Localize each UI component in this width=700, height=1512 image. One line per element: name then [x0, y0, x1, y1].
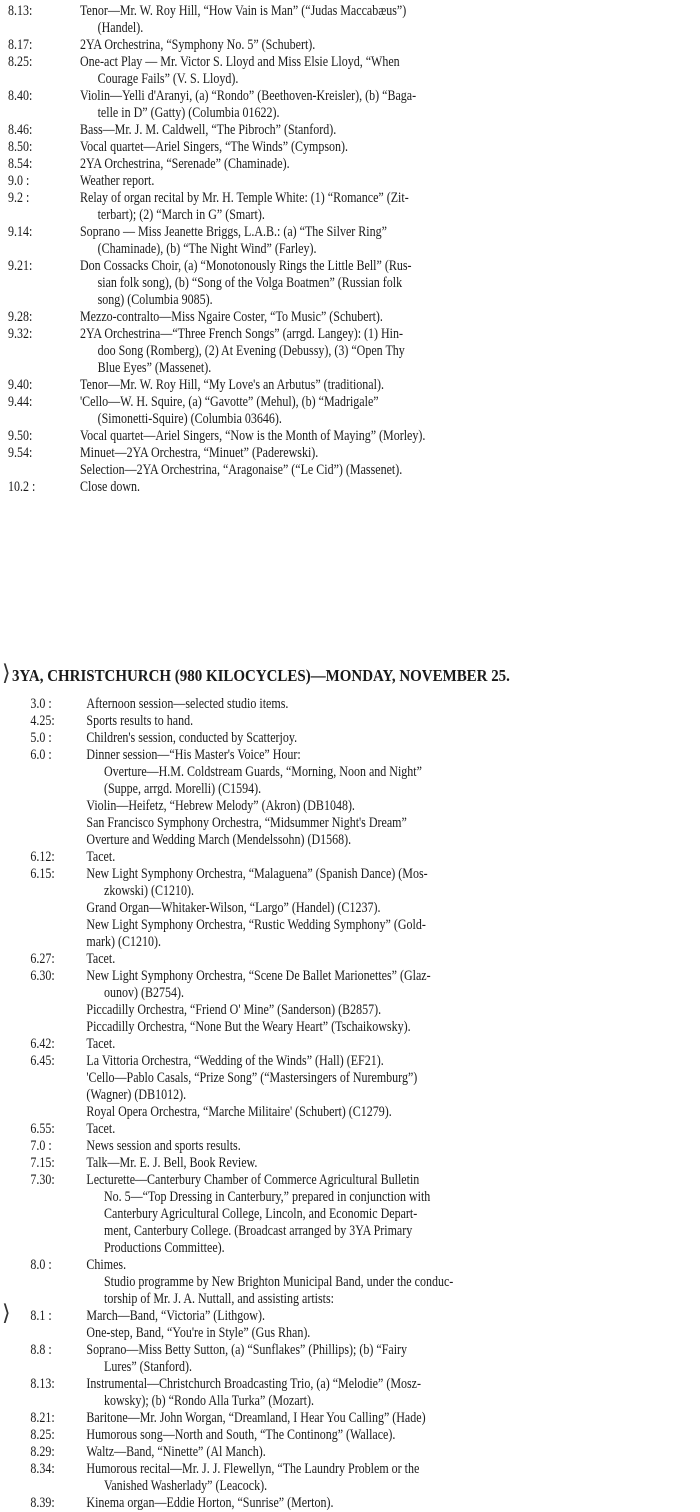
entry-text-line: Minuet—2YA Orchestra, “Minuet” (Paderewski).	[80, 445, 319, 461]
programme-entry	[0, 968, 700, 1002]
entry-time: 7.30:	[30, 1172, 55, 1188]
programme-entry	[0, 1427, 700, 1444]
entry-text-line: Lecturette—Canterbury Chamber of Commerce Agricultural Bulletin	[86, 1172, 420, 1188]
entry-text-line: Courage Fails” (V. S. Lloyd).	[97, 71, 239, 87]
programme-entry	[0, 224, 700, 258]
entry-text-line: News session and sports results.	[86, 1138, 241, 1154]
entry-time: 6.55:	[30, 1121, 55, 1137]
entry-time: 9.14:	[8, 224, 33, 240]
programme-entry	[0, 849, 700, 866]
entry-text-line: San Francisco Symphony Orchestra, “Midsummer Night's Dream”	[86, 815, 407, 831]
programme-entry	[0, 951, 700, 968]
entry-text-line: Children's session, conducted by Scatterjoy.	[86, 730, 298, 746]
entry-time: 8.54:	[8, 156, 33, 172]
programme-entry	[0, 1121, 700, 1138]
entry-time: 4.25:	[30, 713, 55, 729]
entry-time: 6.42:	[30, 1036, 55, 1052]
entry-time: 9.32:	[8, 326, 33, 342]
entry-time: 9.54:	[8, 445, 33, 461]
programme-entry	[0, 747, 700, 798]
entry-text-line: Tenor—Mr. W. Roy Hill, “My Love's an Arbutus” (traditional).	[80, 377, 384, 393]
entry-time: 8.13:	[30, 1376, 55, 1392]
entry-text-line: torship of Mr. J. A. Nuttall, and assisting artists:	[104, 1291, 334, 1307]
programme-entry	[0, 1138, 700, 1155]
programme-entry	[0, 462, 700, 479]
entry-text-line: (Handel).	[97, 20, 144, 36]
entry-time: 8.25:	[8, 54, 33, 70]
programme-entry	[0, 1070, 700, 1104]
entry-text-line: Vanished Washerlady” (Leacock).	[104, 1478, 268, 1494]
programme-entry	[0, 1019, 700, 1036]
entry-text-line: Violin—Yelli d'Aranyi, (a) “Rondo” (Beethoven-Kreisler), (b) “Baga-	[80, 88, 417, 104]
programme-entry	[0, 730, 700, 747]
programme-entry	[0, 815, 700, 849]
programme-entry	[0, 122, 700, 139]
programme-entry	[0, 696, 700, 713]
entry-text-line: Royal Opera Orchestra, “Marche Militaire' (Schubert) (C1279).	[86, 1104, 392, 1120]
entry-text-line: 2YA Orchestrina, “Symphony No. 5” (Schubert).	[80, 37, 316, 53]
entry-time: 8.1 :	[30, 1308, 52, 1324]
entry-time: 8.25:	[30, 1427, 55, 1443]
entry-text-line: Tacet.	[86, 951, 116, 967]
entry-text-line: ment, Canterbury College. (Broadcast arranged by 3YA Primary	[104, 1223, 413, 1239]
entry-text-line: telle in D” (Gatty) (Columbia 01622).	[97, 105, 280, 121]
programme-entry	[0, 798, 700, 815]
entry-text-line: Lures” (Stanford).	[104, 1359, 192, 1375]
programme-entry	[0, 1342, 700, 1376]
programme-entry	[0, 1461, 700, 1495]
programme-entry	[0, 88, 700, 122]
programme-section-christchurch	[0, 696, 700, 1512]
programme-entry	[0, 1036, 700, 1053]
entry-text-line: Humorous recital—Mr. J. J. Flewellyn, “The Laundry Problem or the	[86, 1461, 420, 1477]
entry-text-line: ounov) (B2754).	[104, 985, 184, 1001]
entry-text-line: New Light Symphony Orchestra, “Scene De Ballet Marionettes” (Glaz-	[86, 968, 431, 984]
entry-time: 6.30:	[30, 968, 55, 984]
programme-section-wellington	[0, 3, 700, 496]
programme-entry	[0, 190, 700, 224]
entry-text-line: terbart); (2) “March in G” (Smart).	[97, 207, 265, 223]
programme-entry	[0, 917, 700, 951]
programme-entry	[0, 1104, 700, 1121]
entry-text-line: Don Cossacks Choir, (a) “Monotonously Rings the Little Bell” (Rus-	[80, 258, 412, 274]
programme-entry	[0, 479, 700, 496]
entry-text-line: Kinema organ—Eddie Horton, “Sunrise” (Merton).	[86, 1495, 334, 1511]
entry-text-line: Dinner session—“His Master's Voice” Hour:	[86, 747, 301, 763]
entry-text-line: Soprano — Miss Jeanette Briggs, L.A.B.: (a) “The Silver Ring”	[80, 224, 387, 240]
entry-time: 9.40:	[8, 377, 33, 393]
entry-text-line: doo Song (Romberg), (2) At Evening (Debussy), (3) “Open Thy	[97, 343, 405, 359]
entry-text-line: Waltz—Band, “Ninette” (Al Manch).	[86, 1444, 266, 1460]
entry-time: 6.45:	[30, 1053, 55, 1069]
entry-text-line: Violin—Heifetz, “Hebrew Melody” (Akron) (DB1048).	[86, 798, 355, 814]
margin-mark: ⟩	[2, 660, 11, 685]
entry-time: 8.39:	[30, 1495, 55, 1511]
entry-text-line: One-act Play — Mr. Victor S. Lloyd and Miss Elsie Lloyd, “When	[80, 54, 400, 70]
programme-entry	[0, 1155, 700, 1172]
programme-entry	[0, 428, 700, 445]
entry-time: 9.2 :	[8, 190, 30, 206]
programme-entry	[0, 713, 700, 730]
margin-mark: ⟩	[2, 1300, 11, 1325]
programme-entry	[0, 900, 700, 917]
entry-text-line: Tacet.	[86, 1036, 116, 1052]
entry-text-line: Studio programme by New Brighton Municipal Band, under the conduc-	[104, 1274, 454, 1290]
programme-entry	[0, 1257, 700, 1308]
entry-text-line: Grand Organ—Whitaker-Wilson, “Largo” (Handel) (C1237).	[86, 900, 381, 916]
entry-text-line: Vocal quartet—Ariel Singers, “Now is the Month of Maying” (Morley).	[80, 428, 426, 444]
entry-text-line: Chimes.	[86, 1257, 127, 1273]
entry-time: 8.46:	[8, 122, 33, 138]
programme-entry	[0, 1172, 700, 1257]
entry-text-line: Mezzo-contralto—Miss Ngaire Coster, “To Music” (Schubert).	[80, 309, 383, 325]
entry-text-line: Tenor—Mr. W. Roy Hill, “How Vain is Man” (“Judas Maccabæus”)	[80, 3, 407, 19]
entry-time: 8.21:	[30, 1410, 55, 1426]
entry-time: 7.0 :	[30, 1138, 52, 1154]
entry-text-line: Productions Committee).	[104, 1240, 225, 1256]
programme-entry	[0, 394, 700, 428]
entry-text-line: Tacet.	[86, 849, 116, 865]
entry-text-line: (Suppe, arrgd. Morelli) (C1594).	[104, 781, 262, 797]
entry-text-line: song) (Columbia 9085).	[97, 292, 213, 308]
entry-text-line: La Vittoria Orchestra, “Wedding of the Winds” (Hall) (EF21).	[86, 1053, 384, 1069]
entry-text-line: Weather report.	[80, 173, 155, 189]
entry-time: 5.0 :	[30, 730, 52, 746]
programme-entry	[0, 139, 700, 156]
programme-entry	[0, 1308, 700, 1325]
programme-entry	[0, 377, 700, 394]
entry-time: 8.29:	[30, 1444, 55, 1460]
entry-text-line: Piccadilly Orchestra, “None But the Weary Heart” (Tschaikowsky).	[86, 1019, 411, 1035]
entry-time: 9.0 :	[8, 173, 30, 189]
entry-text-line: New Light Symphony Orchestra, “Rustic Wedding Symphony” (Gold-	[86, 917, 426, 933]
entry-time: 8.34:	[30, 1461, 55, 1477]
programme-entry	[0, 156, 700, 173]
entry-time: 3.0 :	[30, 696, 52, 712]
entry-time: 8.8 :	[30, 1342, 52, 1358]
entry-text-line: kowsky); (b) “Rondo Alla Turka” (Mozart).	[104, 1393, 314, 1409]
entry-text-line: No. 5—“Top Dressing in Canterbury,” prepared in conjunction with	[104, 1189, 431, 1205]
programme-entry	[0, 309, 700, 326]
entry-text-line: sian folk song), (b) “Song of the Volga Boatmen” (Russian folk	[97, 275, 403, 291]
entry-text-line: 'Cello—Pablo Casals, “Prize Song” (“Mastersingers of Nuremburg”)	[86, 1070, 418, 1086]
entry-text-line: (Simonetti-Squire) (Columbia 03646).	[97, 411, 282, 427]
entry-text-line: Afternoon session—selected studio items.	[86, 696, 289, 712]
entry-text-line: Overture and Wedding March (Mendelssohn) (D1568).	[86, 832, 352, 848]
programme-entry	[0, 1325, 700, 1342]
entry-time: 8.0 :	[30, 1257, 52, 1273]
entry-text-line: 2YA Orchestrina—“Three French Songs” (arrgd. Langey): (1) Hin-	[80, 326, 404, 342]
entry-text-line: 'Cello—W. H. Squire, (a) “Gavotte” (Mehul), (b) “Madrigale”	[80, 394, 379, 410]
entry-text-line: Overture—H.M. Coldstream Guards, “Morning, Noon and Night”	[104, 764, 422, 780]
programme-entry	[0, 1444, 700, 1461]
entry-text-line: mark) (C1210).	[86, 934, 162, 950]
entry-time: 8.13:	[8, 3, 33, 19]
entry-time: 6.0 :	[30, 747, 52, 763]
entry-text-line: Relay of organ recital by Mr. H. Temple White: (1) “Romance” (Zit-	[80, 190, 409, 206]
entry-time: 8.40:	[8, 88, 33, 104]
entry-time: 10.2 :	[8, 479, 36, 495]
programme-entry	[0, 1495, 700, 1512]
entry-text-line: March—Band, “Victoria” (Lithgow).	[86, 1308, 265, 1324]
entry-text-line: Canterbury Agricultural College, Lincoln, and Economic Depart-	[104, 1206, 418, 1222]
programme-entry	[0, 1376, 700, 1410]
entry-text-line: Baritone—Mr. John Worgan, “Dreamland, I Hear You Calling” (Hade)	[86, 1410, 426, 1426]
entry-time: 6.12:	[30, 849, 55, 865]
entry-text-line: Close down.	[80, 479, 140, 495]
programme-entry	[0, 173, 700, 190]
entry-text-line: Humorous song—North and South, “The Continong” (Wallace).	[86, 1427, 396, 1443]
entry-time: 6.15:	[30, 866, 55, 882]
entry-text-line: zkowski) (C1210).	[104, 883, 194, 899]
programme-entry	[0, 1002, 700, 1019]
programme-entry	[0, 445, 700, 462]
entry-text-line: Sports results to hand.	[86, 713, 194, 729]
entry-text-line: Vocal quartet—Ariel Singers, “The Winds” (Cympson).	[80, 139, 349, 155]
programme-entry	[0, 1410, 700, 1427]
programme-entry	[0, 326, 700, 377]
entry-text-line: Piccadilly Orchestra, “Friend O' Mine” (Sanderson) (B2857).	[86, 1002, 382, 1018]
programme-entry	[0, 258, 700, 309]
entry-text-line: Bass—Mr. J. M. Caldwell, “The Pibroch” (Stanford).	[80, 122, 337, 138]
entry-time: 9.28:	[8, 309, 33, 325]
entry-text-line: Talk—Mr. E. J. Bell, Book Review.	[86, 1155, 258, 1171]
entry-time: 8.17:	[8, 37, 33, 53]
entry-text-line: Selection—2YA Orchestrina, “Aragonaise” (“Le Cid”) (Massenet).	[80, 462, 403, 478]
entry-time: 9.21:	[8, 258, 33, 274]
entry-time: 7.15:	[30, 1155, 55, 1171]
entry-text-line: Tacet.	[86, 1121, 116, 1137]
entry-time: 8.50:	[8, 139, 33, 155]
entry-text-line: (Wagner) (DB1012).	[86, 1087, 187, 1103]
entry-text-line: New Light Symphony Orchestra, “Malaguena” (Spanish Dance) (Mos-	[86, 866, 428, 882]
programme-entry	[0, 866, 700, 900]
entry-time: 9.44:	[8, 394, 33, 410]
entry-text-line: Instrumental—Christchurch Broadcasting Trio, (a) “Melodie” (Mosz-	[86, 1376, 422, 1392]
entry-text-line: One-step, Band, “You're in Style” (Gus Rhan).	[86, 1325, 311, 1341]
entry-time: 6.27:	[30, 951, 55, 967]
entry-text-line: 2YA Orchestrina, “Serenade” (Chaminade).	[80, 156, 290, 172]
entry-time: 9.50:	[8, 428, 33, 444]
programme-entry	[0, 37, 700, 54]
entry-text-line: Blue Eyes” (Massenet).	[97, 360, 212, 376]
programme-entry	[0, 3, 700, 37]
programme-entry	[0, 54, 700, 88]
entry-text-line: Soprano—Miss Betty Sutton, (a) “Sunflakes” (Phillips); (b) “Fairy	[86, 1342, 408, 1358]
station-heading: 3YA, CHRISTCHURCH (980 KILOCYCLES)—MONDAY, NOVEMBER 25.	[12, 666, 510, 685]
entry-text-line: (Chaminade), (b) “The Night Wind” (Farley).	[97, 241, 317, 257]
programme-entry	[0, 1053, 700, 1070]
